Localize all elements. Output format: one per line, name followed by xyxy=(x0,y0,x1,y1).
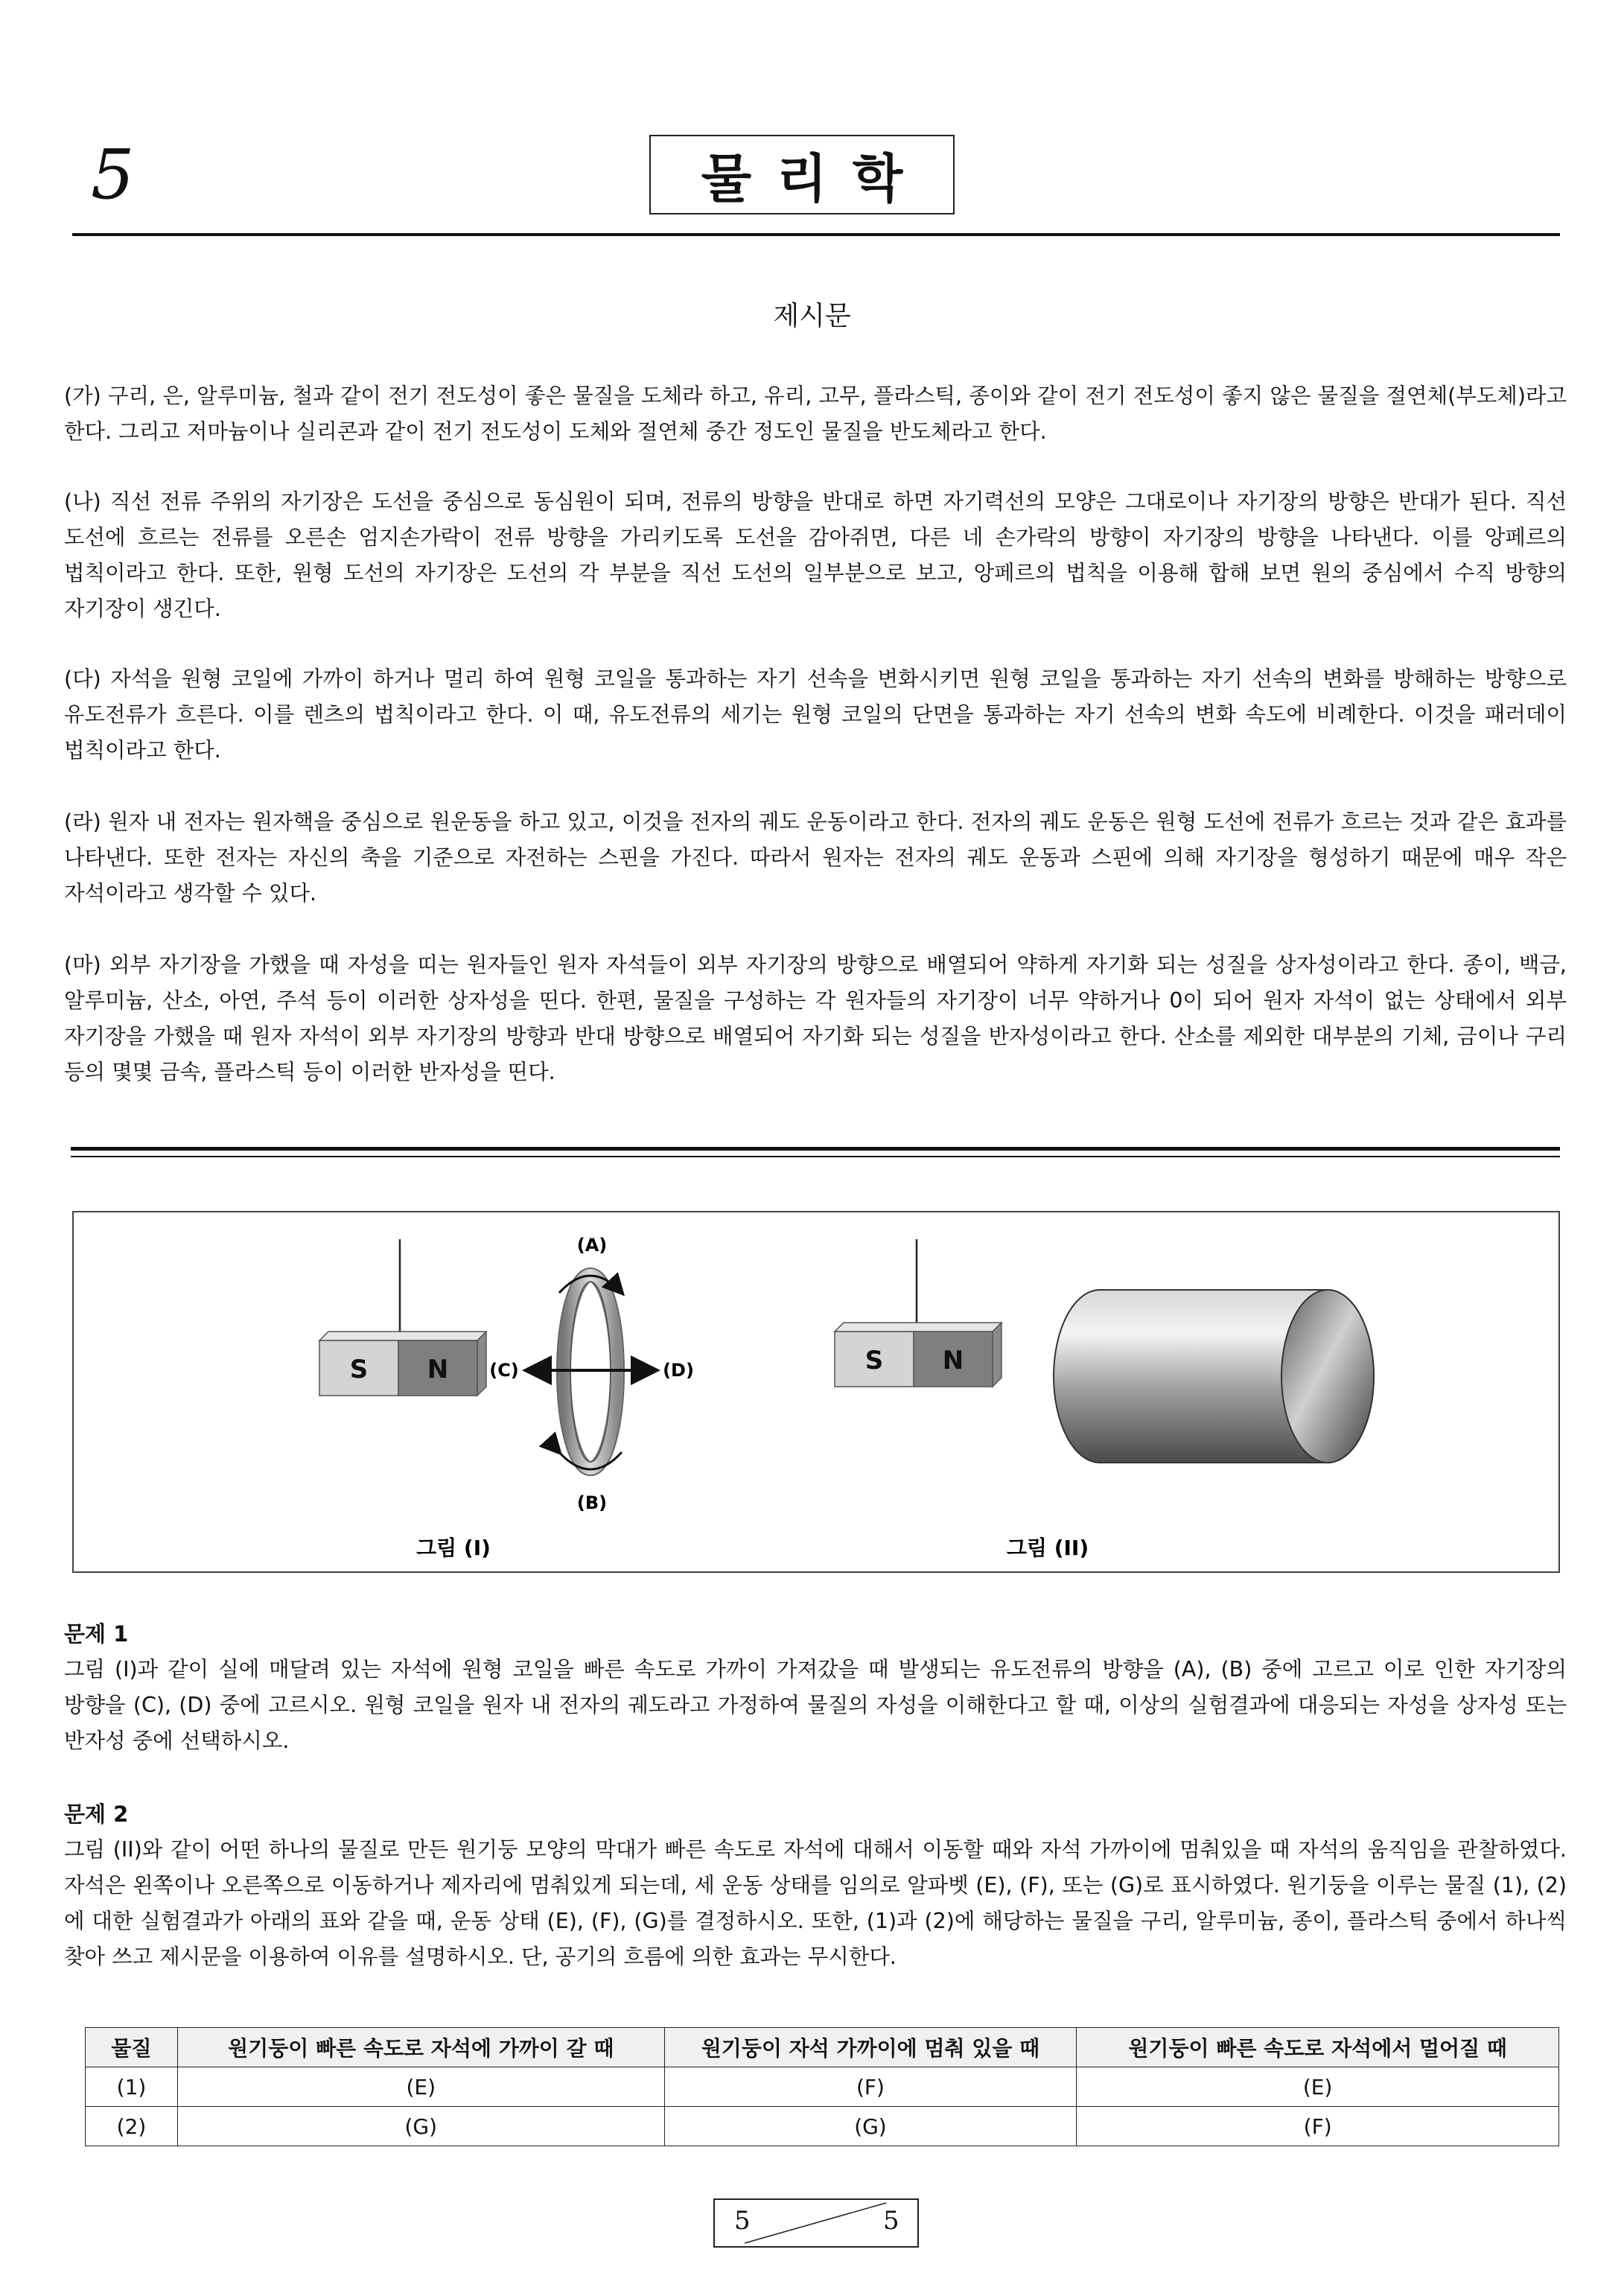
table-row xyxy=(86,2107,1559,2146)
page-number-total: 5 xyxy=(883,2206,899,2236)
magnet-2-s-label: S xyxy=(864,1346,884,1376)
passage-ra: (라) 원자 내 전자는 원자핵을 중심으로 원운동을 하고 있고, 이것을 전자의 궤도 운동이라고 한다. 전자의 궤도 운동은 원형 도선에 전류가 흐르는 것과 같은 효과를 나타낸다. 또한 전자는 자신의 축을 기준으로 자전하는 스핀을 가진다. 따라서 원자는 전자의 궤도 운동과 스핀에 의해 자기장을 형성하기 때문에 매우 작은 자석이라고 생각할 수 있다. xyxy=(64,810,1567,906)
question-2-text: 그림 (II)와 같이 어떤 하나의 물질로 만든 원기둥 모양의 막대가 빠른 속도로 자석에 대해서 이동할 때와 자석 가까이에 멈춰있을 때 자석의 움직임을 관찰하였다. 자석은 왼쪽이나 오른쪽으로 이동하거나 제자리에 멈춰있게 되는데, 세 운동 상태를 임의로 알파벳 (E), (F), 또는 (G)로 표시하였다. 원기둥을 이루는 물질 (1), (2)에 대한 실험결과가 아래의 표와 같을 때, 운동 상태 (E), (F), (G)를 결정하시오. 또한, (1)과 (2)에 해당하는 물질을 구리, 알루미늄, 종이, 플라스틱 중에서 하나씩 찾아 쓰고 제시문을 이용하여 이유를 설명하시오. 단, 공기의 흐름에 의한 효과는 무시한다. xyxy=(64,1837,1567,1969)
figure-illustration xyxy=(74,1212,1558,1571)
table-cell: (G) xyxy=(664,2107,1077,2146)
label-c: (C) xyxy=(489,1360,519,1381)
table-cell: (F) xyxy=(1077,2107,1559,2146)
table-cell: (E) xyxy=(177,2067,664,2107)
passage-da: (다) 자석을 원형 코일에 가까이 하거나 멀리 하여 원형 코일을 통과하는 자기 선속을 변화시키면 원형 코일을 통과하는 자기 선속의 변화를 방해하는 방향으로 유도전류가 흐른다. 이를 렌츠의 법칙이라고 한다. 이 때, 유도전류의 세기는 원형 코일의 단면을 통과하는 자기 선속의 변화 속도에 비례한다. 이것을 패러데이 법칙이라고 한다. xyxy=(64,667,1567,763)
magnet-1 xyxy=(319,1332,486,1396)
page-number-current: 5 xyxy=(734,2206,751,2236)
passage-ma: (마) 외부 자기장을 가했을 때 자성을 띠는 원자들인 원자 자석들이 외부 자기장의 방향으로 배열되어 약하게 자기화 되는 성질을 상자성이라고 한다. 종이, 백금, 알루미늄, 산소, 아연, 주석 등이 이러한 상자성을 띤다. 한편, 물질을 구성하는 각 원자들의 자기장이 너무 약하거나 0이 되어 원자 자석이 없는 상태에서 외부 자기장을 가했을 때 원자 자석이 외부 자기장의 방향과 반대 방향으로 배열되어 자기화 되는 성질을 반자성이라고 한다. 산소를 제외한 대부분의 기체, 금이나 구리 등의 몇몇 금속, 플라스틱 등이 이러한 반자성을 띤다. xyxy=(64,953,1567,1084)
passage-ga: (가) 구리, 은, 알루미늄, 철과 같이 전기 전도성이 좋은 물질을 도체라 하고, 유리, 고무, 플라스틱, 종이와 같이 전기 전도성이 좋지 않은 물질을 절연체(부도체)라고 한다. 그리고 저마늄이나 실리콘과 같이 전기 전도성이 도체와 절연체 중간 정도인 물질을 반도체라고 한다. xyxy=(64,384,1567,444)
results-table xyxy=(85,2027,1559,2146)
subject-title: 물리학 xyxy=(649,135,955,214)
table-cell: (E) xyxy=(1077,2067,1559,2107)
table-cell: (F) xyxy=(664,2067,1077,2107)
label-d: (D) xyxy=(663,1360,694,1381)
table-header-cell: 원기둥이 자석 가까이에 멈춰 있을 때 xyxy=(664,2028,1077,2067)
table-header-cell: 물질 xyxy=(86,2028,178,2067)
question-1-text: 그림 (I)과 같이 실에 매달려 있는 자석에 원형 코일을 빠른 속도로 가까이 가져갔을 때 발생되는 유도전류의 방향을 (A), (B) 중에 고르고 이로 인한 자기장의 방향을 (C), (D) 중에 고르시오. 원형 코일을 원자 내 전자의 궤도라고 가정하여 물질의 자성을 이해한다고 할 때, 이상의 실험결과에 대응되는 자성을 상자성 또는 반자성 중에 선택하시오. xyxy=(64,1657,1567,1753)
table-header-row xyxy=(86,2028,1559,2067)
table-cell: (G) xyxy=(177,2107,664,2146)
magnet-2 xyxy=(835,1323,1002,1387)
figure-panel xyxy=(72,1211,1560,1573)
passage-heading: 제시문 xyxy=(773,301,851,331)
table-row xyxy=(86,2067,1559,2107)
table-cell: (2) xyxy=(86,2107,178,2146)
magnet-1-s-label: S xyxy=(349,1355,369,1384)
section-divider-thin xyxy=(71,1156,1560,1157)
table-header-cell: 원기둥이 빠른 속도로 자석에 가까이 갈 때 xyxy=(177,2028,664,2067)
magnet-1-n-label: N xyxy=(427,1355,449,1384)
passage-na: (나) 직선 전류 주위의 자기장은 도선을 중심으로 동심원이 되며, 전류의 방향을 반대로 하면 자기력선의 모양은 그대로이나 자기장의 방향은 반대가 된다. 직선 도선에 흐르는 전류를 오른손 엄지손가락이 전류 방향을 가리키도록 도선을 감아쥐면, 다른 네 손가락의 방향이 자기장의 방향을 나타낸다. 이를 앙페르의 법칙이라고 한다. 또한, 원형 도선의 자기장은 도선의 각 부분을 직선 도선의 일부분으로 보고, 앙페르의 법칙을 이용해 합해 보면 원의 중심에서 수직 방향의 자기장이 생긴다. xyxy=(64,489,1567,621)
section-number: 5 xyxy=(91,135,135,214)
cylinder-rod xyxy=(1054,1290,1374,1463)
figure-2-caption: 그림 (II) xyxy=(1006,1536,1089,1560)
figure-1-caption: 그림 (I) xyxy=(416,1536,491,1560)
question-1-title: 문제 1 xyxy=(64,1621,129,1647)
label-b: (B) xyxy=(576,1492,608,1513)
table-header-cell: 원기둥이 빠른 속도로 자석에서 멀어질 때 xyxy=(1077,2028,1559,2067)
section-divider xyxy=(71,1147,1560,1151)
magnet-2-n-label: N xyxy=(942,1346,964,1376)
header-rule xyxy=(72,233,1560,236)
table-cell: (1) xyxy=(86,2067,178,2107)
question-2-title: 문제 2 xyxy=(64,1801,129,1827)
label-a: (A) xyxy=(576,1235,608,1256)
